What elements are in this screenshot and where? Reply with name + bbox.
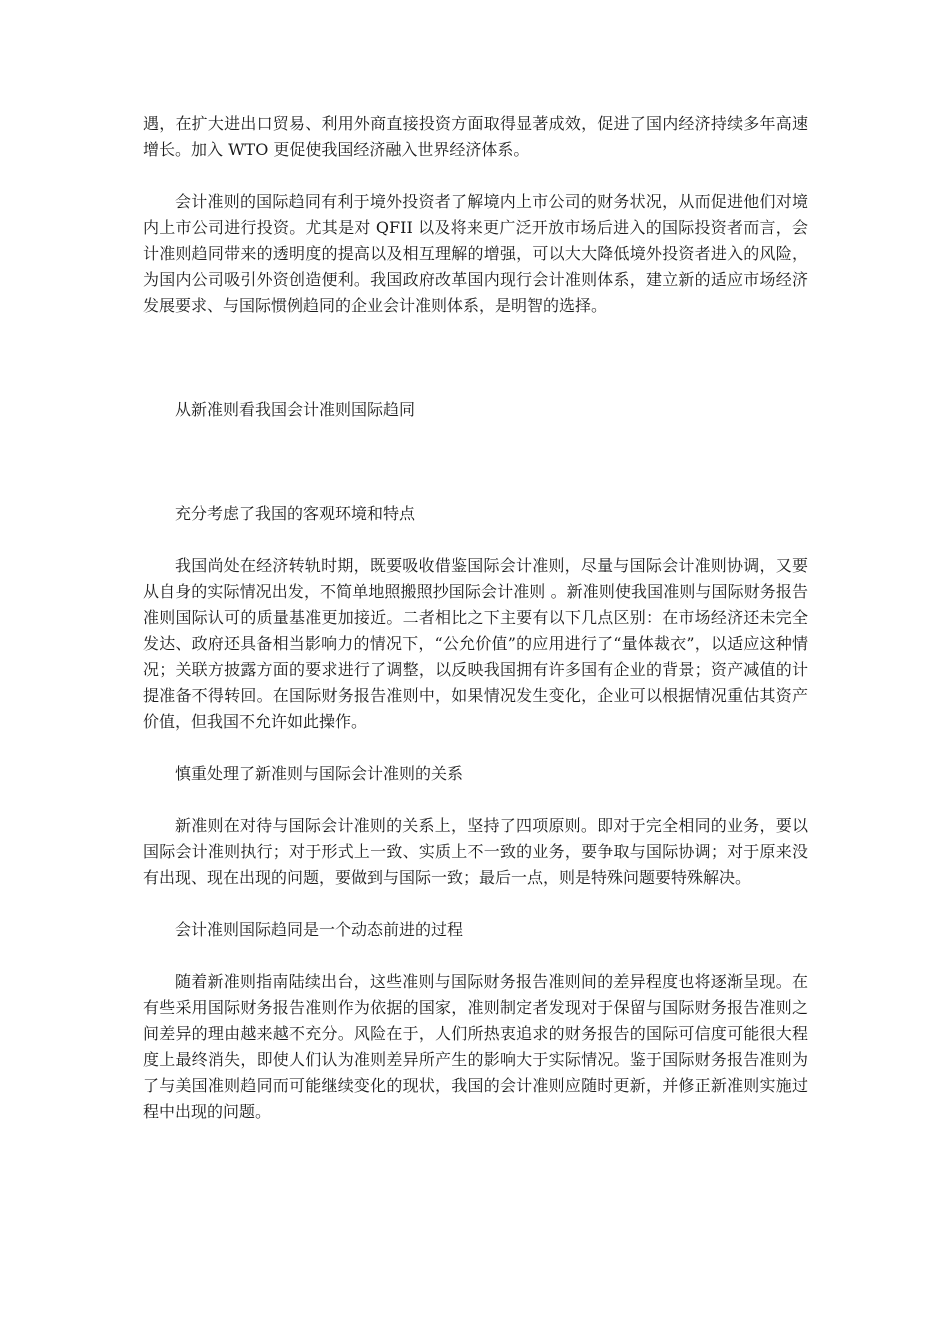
document-page (143, 111, 808, 1125)
section-heading-relationship: 慎重处理了新准则与国际会计准则的关系 (175, 764, 464, 783)
section-heading-dynamic: 会计准则国际趋同是一个动态前进的过程 (175, 920, 464, 939)
spacer (143, 735, 808, 761)
spacer (143, 319, 808, 397)
spacer (143, 891, 808, 917)
paragraph-environment: 我国尚处在经济转轨时期，既要吸收借鉴国际会计准则，尽量与国际会计准则协调，又要从自身的实际情况出发，不简单地照搬照抄国际会计准则 。新准则使我国准则与国际财务报告准则国际认可的质量基准更加接近。二者相比之下主要有以下几点区别：在市场经济还未完全发达、政府还具备相当影响力的情况下，“公允价值”的应用进行了“量体裁衣”，以适应这种情况；关联方披露方面的要求进行了调整，以反映我国拥有许多国有企业的背景；资产减值的计提准备不得转回。在国际财务报告准则中，如果情况发生变化，企业可以根据情况重估其资产价值，但我国不允许如此操作。 (143, 556, 808, 731)
section-heading-environment: 充分考虑了我国的客观环境和特点 (175, 504, 416, 523)
spacer (143, 163, 808, 189)
spacer (143, 787, 808, 813)
spacer (143, 943, 808, 969)
paragraph-dynamic: 随着新准则指南陆续出台，这些准则与国际财务报告准则间的差异程度也将逐渐呈现。在有些采用国际财务报告准则作为依据的国家，准则制定者发现对于保留与国际财务报告准则之间差异的理由越来越不充分。风险在于，人们所热衷追求的财务报告的国际可信度可能很大程度上最终消失，即使人们认为准则差异所产生的影响大于实际情况。鉴于国际财务报告准则为了与美国准则趋同而可能继续变化的现状，我国的会计准则应随时更新，并修正新准则实施过程中出现的问题。 (143, 972, 808, 1121)
paragraph-relationship: 新准则在对待与国际会计准则的关系上，坚持了四项原则。即对于完全相同的业务，要以国际会计准则执行；对于形式上一致、实质上不一致的业务，要争取与国际协调；对于原来没有出现、现在出现的问题，要做到与国际一致；最后一点，则是特殊问题要特殊解决。 (143, 816, 808, 887)
section-heading-main: 从新准则看我国会计准则国际趋同 (175, 400, 416, 419)
spacer (143, 423, 808, 501)
spacer (143, 527, 808, 553)
paragraph-continued: 遇，在扩大进出口贸易、利用外商直接投资方面取得显著成效，促进了国内经济持续多年高速增长。加入 WTO 更促使我国经济融入世界经济体系。 (143, 114, 808, 159)
paragraph-investment: 会计准则的国际趋同有利于境外投资者了解境内上市公司的财务状况，从而促进他们对境内上市公司进行投资。尤其是对 QFII 以及将来更广泛开放市场后进入的国际投资者而言，会计准则趋同带来的透明度的提高以及相互理解的增强，可以大大降低境外投资者进入的风险，为国内公司吸引外资创造便利。我国政府改革国内现行会计准则体系，建立新的适应市场经济发展要求、与国际惯例趋同的企业会计准则体系，是明智的选择。 (143, 192, 808, 315)
